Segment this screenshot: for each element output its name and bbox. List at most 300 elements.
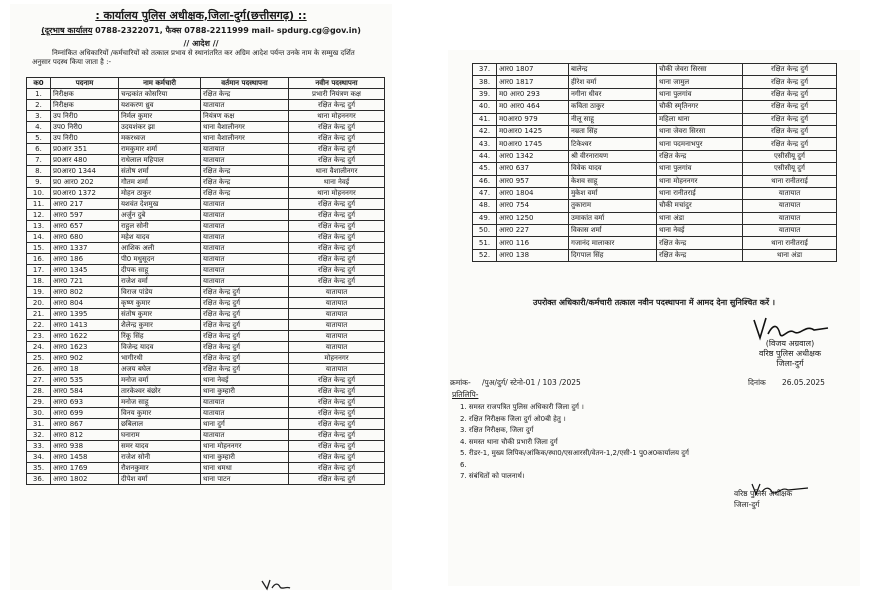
designation-cell: निरीक्षक — [51, 100, 119, 111]
designation-cell: उप निरी0 — [51, 133, 119, 144]
new-posting-cell: यातायात — [289, 298, 385, 309]
table-row — [473, 212, 837, 224]
designation-cell: आर0 1413 — [51, 320, 119, 331]
employee-name-cell: छबिलाल — [119, 419, 201, 430]
col-header: वर्तमान पदस्थापना — [201, 78, 289, 89]
designation-cell: प्र0आर 480 — [51, 155, 119, 166]
new-posting-cell: यातायात — [289, 342, 385, 353]
current-posting-cell: यातायात — [201, 397, 289, 408]
new-posting-cell: रक्षित केन्द्र दुर्ग — [289, 463, 385, 474]
serial-cell: 12. — [27, 210, 51, 221]
designation-cell: आर0 680 — [51, 232, 119, 243]
current-posting-cell: यातायात — [201, 100, 289, 111]
designation-cell: आर0 186 — [51, 254, 119, 265]
order-intro: निम्नांकित अधिकारियों /कर्मचारियों को तत्काल प्रभाव से स्थानांतरित कर अग्रिम आदेश पर्यन्त उनके नाम के सम्मुख दर्शित अनुसार पदस्थ किया जाता है :- — [32, 49, 355, 66]
signatory-designation: वरिष्ठ पुलिस अधीक्षक — [734, 489, 793, 498]
employee-name-cell: विनय कुमार — [119, 408, 201, 419]
list-item: 7. संबंधितों को पालनार्थ। — [460, 472, 525, 480]
new-posting-cell: रक्षित केन्द्र दुर्ग — [289, 276, 385, 287]
table-row — [27, 100, 385, 111]
new-posting-cell: रक्षित केन्द्र दुर्ग — [289, 430, 385, 441]
designation-cell: आर0 693 — [51, 397, 119, 408]
designation-cell: आर0 1342 — [497, 150, 569, 162]
designation-cell: आर0 938 — [51, 441, 119, 452]
serial-cell: 9. — [27, 177, 51, 188]
designation-cell: आर0 116 — [497, 237, 569, 249]
table-row — [27, 188, 385, 199]
serial-cell: 43. — [473, 138, 497, 150]
current-posting-cell: थाना कुम्हारी — [201, 386, 289, 397]
contact-details: 0788-2322071, फैक्स 0788-2211999 mail- spdurg.cg@gov.in) — [92, 26, 361, 35]
new-posting-cell: थाना रानीतराई — [743, 175, 837, 187]
new-posting-cell: रक्षित केन्द्र दुर्ग — [289, 100, 385, 111]
serial-cell: 20. — [27, 298, 51, 309]
new-posting-cell: रक्षित केन्द्र दुर्ग — [289, 210, 385, 221]
employee-name-cell: गजानंद मालाकार — [569, 237, 657, 249]
new-posting-cell: थाना नेवई — [289, 177, 385, 188]
new-posting-cell: रक्षित केन्द्र दुर्ग — [289, 397, 385, 408]
serial-cell: 44. — [473, 150, 497, 162]
table-row — [27, 331, 385, 342]
employee-name-cell: संतोष कुमार — [119, 309, 201, 320]
new-posting-cell: प्रभारी नियंत्रण कक्ष — [289, 89, 385, 100]
designation-cell: प्र0आर0 1344 — [51, 166, 119, 177]
table-row — [27, 210, 385, 221]
designation-cell: उप0 निरी0 — [51, 122, 119, 133]
current-posting-cell: रक्षित केन्द्र — [201, 188, 289, 199]
current-posting-cell: नियंत्रण कक्ष — [201, 111, 289, 122]
table-row — [27, 452, 385, 463]
serial-cell: 39. — [473, 88, 497, 100]
new-posting-cell: यातायात — [289, 364, 385, 375]
serial-cell: 19. — [27, 287, 51, 298]
designation-cell: आर0 721 — [51, 276, 119, 287]
order-page-left — [10, 4, 392, 590]
serial-cell: 41. — [473, 113, 497, 125]
table-row — [27, 320, 385, 331]
order-page-right — [448, 50, 860, 586]
employee-name-cell: शैलेन्द्र कुमार — [119, 320, 201, 331]
table-row — [27, 342, 385, 353]
serial-cell: 15. — [27, 243, 51, 254]
new-posting-cell: रक्षित केन्द्र दुर्ग — [289, 419, 385, 430]
serial-cell: 5. — [27, 133, 51, 144]
new-posting-cell: रक्षित केन्द्र दुर्ग — [289, 441, 385, 452]
table-row — [27, 375, 385, 386]
table-row — [473, 101, 837, 113]
new-posting-cell: रक्षित केन्द्र दुर्ग — [289, 232, 385, 243]
employee-name-cell: नम्रता सिंह — [569, 125, 657, 137]
table-row — [473, 88, 837, 100]
current-posting-cell: थाना मोहननगर — [201, 441, 289, 452]
new-posting-cell: थाना अंडा — [743, 249, 837, 261]
current-posting-cell: रक्षित केन्द्र दुर्ग — [201, 353, 289, 364]
office-contact — [10, 25, 392, 36]
table-row — [27, 232, 385, 243]
designation-cell: म0 आर0 464 — [497, 101, 569, 113]
serial-cell: 38. — [473, 76, 497, 88]
new-posting-cell: रक्षित केन्द्र दुर्ग — [289, 221, 385, 232]
serial-cell: 3. — [27, 111, 51, 122]
table-row — [27, 111, 385, 122]
table-row — [27, 122, 385, 133]
current-posting-cell: थाना दुर्ग — [201, 419, 289, 430]
serial-cell: 45. — [473, 163, 497, 175]
new-posting-cell: रक्षित केन्द्र दुर्ग — [289, 122, 385, 133]
employee-name-cell: यशवंत देशमुख — [119, 199, 201, 210]
serial-cell: 21. — [27, 309, 51, 320]
employee-name-cell: तुकाराम — [569, 200, 657, 212]
employee-name-cell: मोहन ठाकुर — [119, 188, 201, 199]
serial-cell: 26. — [27, 364, 51, 375]
serial-cell: 2. — [27, 100, 51, 111]
serial-cell: 8. — [27, 166, 51, 177]
table-row — [473, 138, 837, 150]
table-row — [27, 155, 385, 166]
current-posting-cell: चौकी स्मृतिनगर — [657, 101, 743, 113]
serial-cell: 11. — [27, 199, 51, 210]
transfer-table — [26, 77, 385, 485]
serial-cell: 10. — [27, 188, 51, 199]
designation-cell: आर0 637 — [497, 163, 569, 175]
current-posting-cell: रक्षित केन्द्र — [201, 166, 289, 177]
designation-cell: प्र0आर 351 — [51, 144, 119, 155]
new-posting-cell: एसीसीयू दुर्ग — [743, 163, 837, 175]
serial-cell: 35. — [27, 463, 51, 474]
new-posting-cell: रक्षित केन्द्र दुर्ग — [289, 408, 385, 419]
employee-name-cell: विजेन्द्र यादव — [119, 342, 201, 353]
designation-cell: उप निरी0 — [51, 111, 119, 122]
designation-cell: आर0 657 — [51, 221, 119, 232]
employee-name-cell: अर्जुन दुबे — [119, 210, 201, 221]
employee-name-cell: रौशनकुमार — [119, 463, 201, 474]
table-row — [27, 221, 385, 232]
designation-cell: म0आर0 1745 — [497, 138, 569, 150]
serial-cell: 37. — [473, 64, 497, 76]
new-posting-cell: रक्षित केन्द्र दुर्ग — [289, 199, 385, 210]
current-posting-cell: थाना कुम्हारी — [201, 452, 289, 463]
current-posting-cell: यातायात — [201, 144, 289, 155]
table-row — [27, 177, 385, 188]
list-item: 5. रीडर-1, मुख्य लिपिक/आंकिक/स्था0/एसआरसी/वेतन-1,2/एसी-1 पु0अ0कार्यालय दुर्ग — [460, 449, 689, 457]
current-posting-cell: चौकी मचांदुर — [657, 200, 743, 212]
employee-name-cell: नीलू साहू — [569, 113, 657, 125]
current-posting-cell: रक्षित केन्द्र दुर्ग — [201, 309, 289, 320]
designation-cell: आर0 227 — [497, 225, 569, 237]
current-posting-cell: थाना अंडा — [657, 212, 743, 224]
table-row — [473, 249, 837, 261]
table-row — [27, 133, 385, 144]
designation-cell: आर0 138 — [497, 249, 569, 261]
current-posting-cell: रक्षित केन्द्र दुर्ग — [201, 287, 289, 298]
current-posting-cell: यातायात — [201, 243, 289, 254]
list-item: 3. रक्षित निरीक्षक, जिला दुर्ग — [460, 426, 534, 434]
table-row — [27, 430, 385, 441]
employee-name-cell: विराज पांडेय — [119, 287, 201, 298]
current-posting-cell: यातायात — [201, 210, 289, 221]
serial-cell: 47. — [473, 187, 497, 199]
designation-cell: प्र0 आर0 202 — [51, 177, 119, 188]
employee-name-cell: हीरेश वर्मा — [569, 76, 657, 88]
table-row — [473, 150, 837, 162]
signatory-district: जिला-दुर्ग — [734, 500, 760, 509]
employee-name-cell: घनाराम — [119, 430, 201, 441]
current-posting-cell: थाना धमधा — [201, 463, 289, 474]
table-row — [473, 113, 837, 125]
employee-name-cell: समर यादव — [119, 441, 201, 452]
transfer-table-continued — [472, 63, 837, 262]
serial-cell: 49. — [473, 212, 497, 224]
table-row — [27, 166, 385, 177]
office-title: : कार्यालय पुलिस अधीक्षक,जिला-दुर्ग(छत्तीसगढ़) :: — [95, 9, 307, 22]
current-posting-cell: थाना पाटन — [201, 474, 289, 485]
serial-cell: 33. — [27, 441, 51, 452]
signatory-district: जिला-दुर्ग — [776, 359, 804, 368]
serial-cell: 17. — [27, 265, 51, 276]
new-posting-cell: यातायात — [289, 320, 385, 331]
current-posting-cell: यातायात — [201, 276, 289, 287]
serial-cell: 18. — [27, 276, 51, 287]
current-posting-cell: थाना पदमनाभपुर — [657, 138, 743, 150]
employee-name-cell: मुकेश वर्मा — [569, 187, 657, 199]
new-posting-cell: रक्षित केन्द्र दुर्ग — [289, 386, 385, 397]
new-posting-cell: रक्षित केन्द्र दुर्ग — [743, 88, 837, 100]
serial-cell: 29. — [27, 397, 51, 408]
serial-cell: 50. — [473, 225, 497, 237]
table-row — [27, 276, 385, 287]
employee-name-cell: राजेश वर्मा — [119, 276, 201, 287]
employee-name-cell: नगीना धीवर — [569, 88, 657, 100]
serial-cell: 52. — [473, 249, 497, 261]
table-row — [473, 163, 837, 175]
designation-cell: आर0 1458 — [51, 452, 119, 463]
current-posting-cell: महिला थाना — [657, 113, 743, 125]
current-posting-cell: थाना वैशालीनगर — [201, 133, 289, 144]
designation-cell: आर0 1395 — [51, 309, 119, 320]
serial-cell: 16. — [27, 254, 51, 265]
new-posting-cell: यातायात — [289, 287, 385, 298]
employee-name-cell: आशिक अली — [119, 243, 201, 254]
new-posting-cell: रक्षित केन्द्र दुर्ग — [289, 375, 385, 386]
signatory-designation: वरिष्ठ पुलिस अधीक्षक — [758, 349, 822, 358]
current-posting-cell: रक्षित केन्द्र — [201, 177, 289, 188]
copy-to-list — [460, 402, 689, 483]
current-posting-cell: थाना नेवई — [201, 375, 289, 386]
employee-name-cell: दिगपाल सिंह — [569, 249, 657, 261]
list-item: 4. समस्त थाना चौकी प्रभारी जिला दुर्ग — [460, 437, 558, 446]
current-posting-cell: थाना जेवरा सिरसा — [657, 125, 743, 137]
new-posting-cell: रक्षित केन्द्र दुर्ग — [743, 125, 837, 137]
current-posting-cell: थाना पुलगांव — [657, 163, 743, 175]
serial-cell: 4. — [27, 122, 51, 133]
new-posting-cell: रक्षित केन्द्र दुर्ग — [289, 265, 385, 276]
table-row — [27, 419, 385, 430]
employee-name-cell: विकास शर्मा — [569, 225, 657, 237]
table-header-row — [27, 78, 385, 89]
employee-name-cell: अजय बघेल — [119, 364, 201, 375]
table-row — [473, 237, 837, 249]
serial-cell: 6. — [27, 144, 51, 155]
designation-cell: आर0 18 — [51, 364, 119, 375]
serial-cell: 51. — [473, 237, 497, 249]
transfer-table-body — [27, 89, 385, 485]
table-row — [27, 298, 385, 309]
serial-cell: 25. — [27, 353, 51, 364]
employee-name-cell: कविता ठाकुर — [569, 101, 657, 113]
employee-name-cell: राधेलाल महिपाल — [119, 155, 201, 166]
current-posting-cell: थाना जामुल — [657, 76, 743, 88]
employee-name-cell: पी0 मधुसूदन — [119, 254, 201, 265]
current-posting-cell: रक्षित केन्द्र दुर्ग — [201, 320, 289, 331]
new-posting-cell: रक्षित केन्द्र दुर्ग — [289, 155, 385, 166]
designation-cell: आर0 754 — [497, 200, 569, 212]
current-posting-cell: थाना वैशालीनगर — [201, 122, 289, 133]
serial-cell: 24. — [27, 342, 51, 353]
contact-prefix: (दूरभाष कार्यालय — [41, 26, 93, 35]
designation-cell: आर0 1802 — [51, 474, 119, 485]
designation-cell: आर0 1345 — [51, 265, 119, 276]
new-posting-cell: रक्षित केन्द्र दुर्ग — [289, 144, 385, 155]
table-row — [27, 364, 385, 375]
employee-name-cell: महेश यादव — [119, 232, 201, 243]
designation-cell: आर0 1250 — [497, 212, 569, 224]
table-row — [27, 243, 385, 254]
current-posting-cell: रक्षित केन्द्र दुर्ग — [201, 342, 289, 353]
table-row — [27, 309, 385, 320]
current-posting-cell: रक्षित केन्द्र दुर्ग — [201, 331, 289, 342]
new-posting-cell: थाना मोहननगर — [289, 188, 385, 199]
new-posting-cell: थाना रानीतराई — [743, 237, 837, 249]
table-row — [27, 265, 385, 276]
designation-cell: आर0 597 — [51, 210, 119, 221]
new-posting-cell: रक्षित केन्द्र दुर्ग — [743, 76, 837, 88]
employee-name-cell: चन्द्रकांत कोसरिया — [119, 89, 201, 100]
employee-name-cell: दीपक साहू — [119, 265, 201, 276]
designation-cell: आर0 1769 — [51, 463, 119, 474]
new-posting-cell: एसीसीयू दुर्ग — [743, 150, 837, 162]
col-header: पदनाम — [51, 78, 119, 89]
table-row — [27, 441, 385, 452]
employee-name-cell: विवेक यादव — [569, 163, 657, 175]
table-row — [473, 76, 837, 88]
ref-number-label: क्रमांक- — [450, 378, 471, 387]
designation-cell: म0आर0 979 — [497, 113, 569, 125]
current-posting-cell: चौकी जेवरा सिरसा — [657, 64, 743, 76]
order-title: // आदेश // — [183, 39, 219, 48]
employee-name-cell: रामकुमार शर्मा — [119, 144, 201, 155]
copy-to-heading: प्रतिलिपि- — [452, 390, 479, 399]
table-row — [27, 89, 385, 100]
table-row — [473, 225, 837, 237]
table-row — [473, 64, 837, 76]
employee-name-cell: मकरध्वज — [119, 133, 201, 144]
table-row — [27, 353, 385, 364]
table-row — [27, 408, 385, 419]
current-posting-cell: यातायात — [201, 430, 289, 441]
designation-cell: आर0 1337 — [51, 243, 119, 254]
employee-name-cell: श्री वीरनारायण — [569, 150, 657, 162]
serial-cell: 36. — [27, 474, 51, 485]
serial-cell: 23. — [27, 331, 51, 342]
employee-name-cell: बालेन्द्र — [569, 64, 657, 76]
employee-name-cell: कृष्ण कुमार — [119, 298, 201, 309]
table-row — [27, 386, 385, 397]
current-posting-cell: रक्षित केन्द्र — [201, 89, 289, 100]
new-posting-cell: रक्षित केन्द्र दुर्ग — [743, 101, 837, 113]
employee-name-cell: टिकेश्वर — [569, 138, 657, 150]
new-posting-cell: थाना मोहननगर — [289, 111, 385, 122]
table-row — [473, 187, 837, 199]
designation-cell: आर0 699 — [51, 408, 119, 419]
new-posting-cell: रक्षित केन्द्र दुर्ग — [289, 133, 385, 144]
current-posting-cell: यातायात — [201, 232, 289, 243]
current-posting-cell: यातायात — [201, 408, 289, 419]
current-posting-cell: यातायात — [201, 199, 289, 210]
designation-cell: आर0 802 — [51, 287, 119, 298]
serial-cell: 13. — [27, 221, 51, 232]
initials-mark — [260, 578, 300, 592]
current-posting-cell: थाना पुलगांव — [657, 88, 743, 100]
designation-cell: आर0 584 — [51, 386, 119, 397]
designation-cell: आर0 1622 — [51, 331, 119, 342]
serial-cell: 27. — [27, 375, 51, 386]
serial-cell: 40. — [473, 101, 497, 113]
current-posting-cell: यातायात — [201, 254, 289, 265]
table-row — [473, 175, 837, 187]
designation-cell: आर0 217 — [51, 199, 119, 210]
ref-number-value: /पुअ/दुर्ग/ स्टेनो-01 / 103 /2025 — [482, 378, 581, 387]
table-row — [27, 287, 385, 298]
employee-name-cell: भागीरथी — [119, 353, 201, 364]
current-posting-cell: थाना मोहननगर — [657, 175, 743, 187]
designation-cell: आर0 535 — [51, 375, 119, 386]
list-item: 2. रक्षित निरीक्षक जिला दुर्ग ओ0बी हेतु । — [460, 414, 566, 423]
new-posting-cell: रक्षित केन्द्र दुर्ग — [743, 64, 837, 76]
current-posting-cell: यातायात — [201, 155, 289, 166]
new-posting-cell: रक्षित केन्द्र दुर्ग — [289, 243, 385, 254]
new-posting-cell: रक्षित केन्द्र दुर्ग — [743, 113, 837, 125]
signatory-name: (विजय अग्रवाल) — [765, 339, 815, 348]
employee-name-cell: रिंकू सिंह — [119, 331, 201, 342]
employee-name-cell: उदयशंकर झा — [119, 122, 201, 133]
current-posting-cell: रक्षित केन्द्र — [657, 237, 743, 249]
designation-cell: म0 आर0 293 — [497, 88, 569, 100]
serial-cell: 48. — [473, 200, 497, 212]
designation-cell: प्र0आर0 1372 — [51, 188, 119, 199]
serial-cell: 30. — [27, 408, 51, 419]
current-posting-cell: रक्षित केन्द्र दुर्ग — [201, 364, 289, 375]
serial-cell: 22. — [27, 320, 51, 331]
serial-cell: 46. — [473, 175, 497, 187]
table-row — [27, 397, 385, 408]
designation-cell: आर0 812 — [51, 430, 119, 441]
new-posting-cell: यातायात — [743, 225, 837, 237]
signature-block — [730, 339, 850, 369]
designation-cell: आर0 902 — [51, 353, 119, 364]
signature-block-copy — [734, 488, 844, 510]
employee-name-cell: निर्मल कुमार — [119, 111, 201, 122]
new-posting-cell: रक्षित केन्द्र दुर्ग — [289, 474, 385, 485]
employee-name-cell: मनोज वर्मा — [119, 375, 201, 386]
table-row — [473, 200, 837, 212]
serial-cell: 7. — [27, 155, 51, 166]
current-posting-cell: यातायात — [201, 265, 289, 276]
employee-name-cell: मनोज साहू — [119, 397, 201, 408]
new-posting-cell: यातायात — [743, 187, 837, 199]
designation-cell: आर0 1804 — [497, 187, 569, 199]
transfer-table-continued-body — [473, 64, 837, 262]
closing-note: उपरोक्त अधिकारी/कर्मचारी तत्काल नवीन पदस्थापना में आमद देना सुनिश्चित करें । — [533, 298, 775, 307]
